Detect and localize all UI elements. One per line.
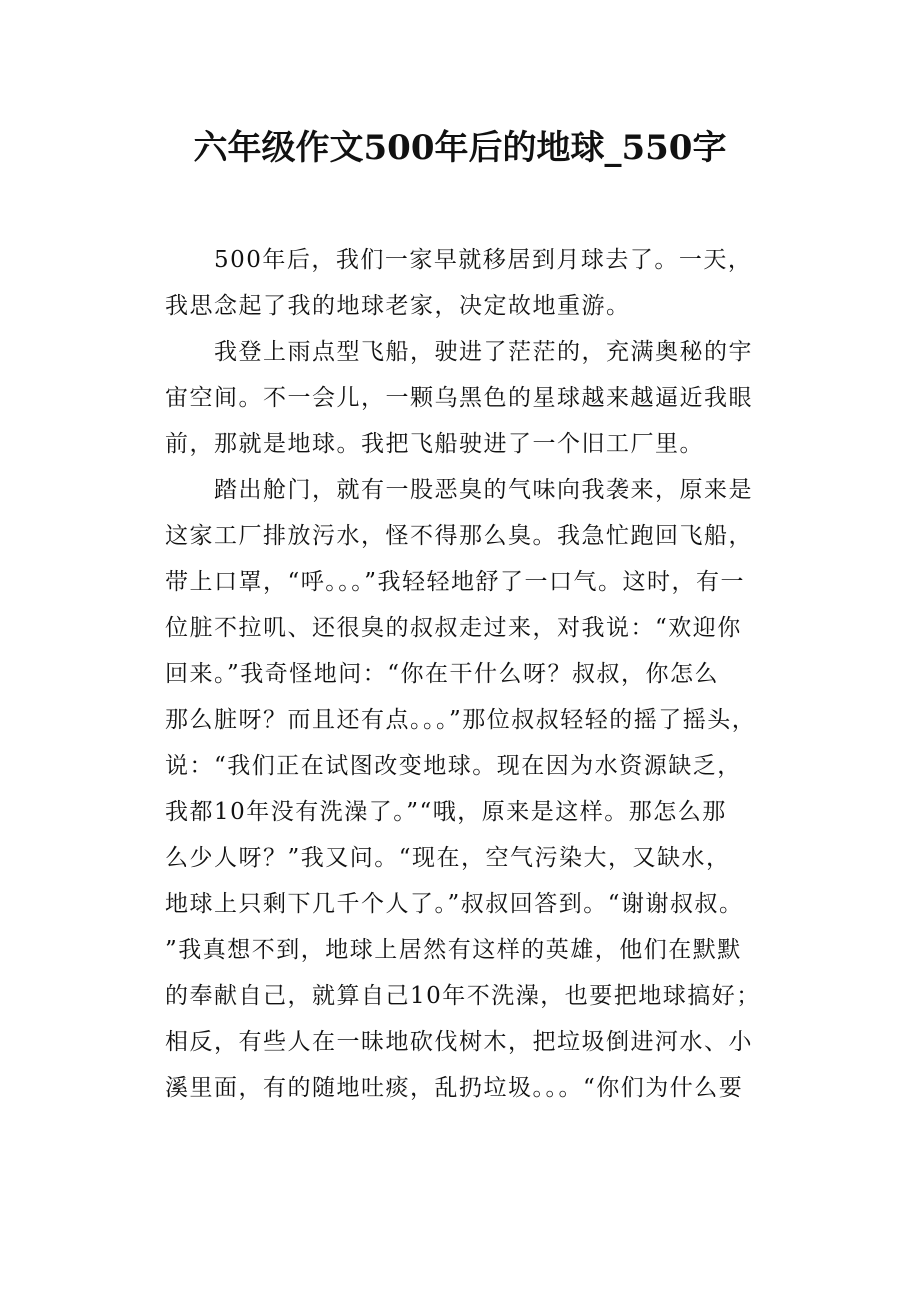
text-line: 我思念起了我的地球老家，决定故地重游。 bbox=[165, 293, 631, 319]
text-line: 么少人呀？”我又问。“现在，空气污染大，又缺水， bbox=[165, 845, 731, 871]
text-line: 相反，有些人在一昧地砍伐树木，把垃圾倒进河水、小 bbox=[165, 1029, 753, 1055]
text-line: 说：“我们正在试图改变地球。现在因为水资源缺乏， bbox=[165, 753, 742, 779]
text-line: 我都10年没有洗澡了。”“哦，原来是这样。那怎么那 bbox=[165, 799, 727, 825]
text-line: 回来。”我奇怪地问：“你在干什么呀？叔叔，你怎么 bbox=[165, 661, 720, 687]
text-line: 溪里面，有的随地吐痰，乱扔垃圾。。。“你们为什么要 bbox=[165, 1075, 744, 1101]
text-line: 那么脏呀？而且还有点。。。”那位叔叔轻轻的摇了摇头， bbox=[165, 707, 757, 733]
text-line: 踏出舱门，就有一股恶臭的气味向我袭来，原来是 bbox=[165, 477, 753, 503]
text-line: ”我真想不到，地球上居然有这样的英雄，他们在默默 bbox=[165, 937, 742, 963]
text-line: 的奉献自己，就算自己10年不洗澡，也要把地球搞好； bbox=[165, 983, 761, 1009]
document-title: 六年级作文500年后的地球_550字 bbox=[193, 128, 727, 168]
text-line: 地球上只剩下几千个人了。”叔叔回答到。“谢谢叔叔。 bbox=[165, 891, 744, 917]
text-line: 带上口罩，“呼。。。”我轻轻地舒了一口气。这时，有一 bbox=[165, 569, 746, 595]
text-line: 宙空间。不一会儿，一颗乌黑色的星球越来越逼近我眼 bbox=[165, 385, 753, 411]
text-line: 我登上雨点型飞船，驶进了茫茫的，充满奥秘的宇 bbox=[165, 339, 753, 365]
text-line: 前，那就是地球。我把飞船驶进了一个旧工厂里。 bbox=[165, 431, 704, 457]
text-line: 这家工厂排放污水，怪不得那么臭。我急忙跑回飞船， bbox=[165, 523, 753, 549]
text-line: 500年后，我们一家早就移居到月球去了。一天， bbox=[165, 247, 753, 273]
text-line: 位脏不拉叽、还很臭的叔叔走过来，对我说：“欢迎你 bbox=[165, 615, 742, 641]
